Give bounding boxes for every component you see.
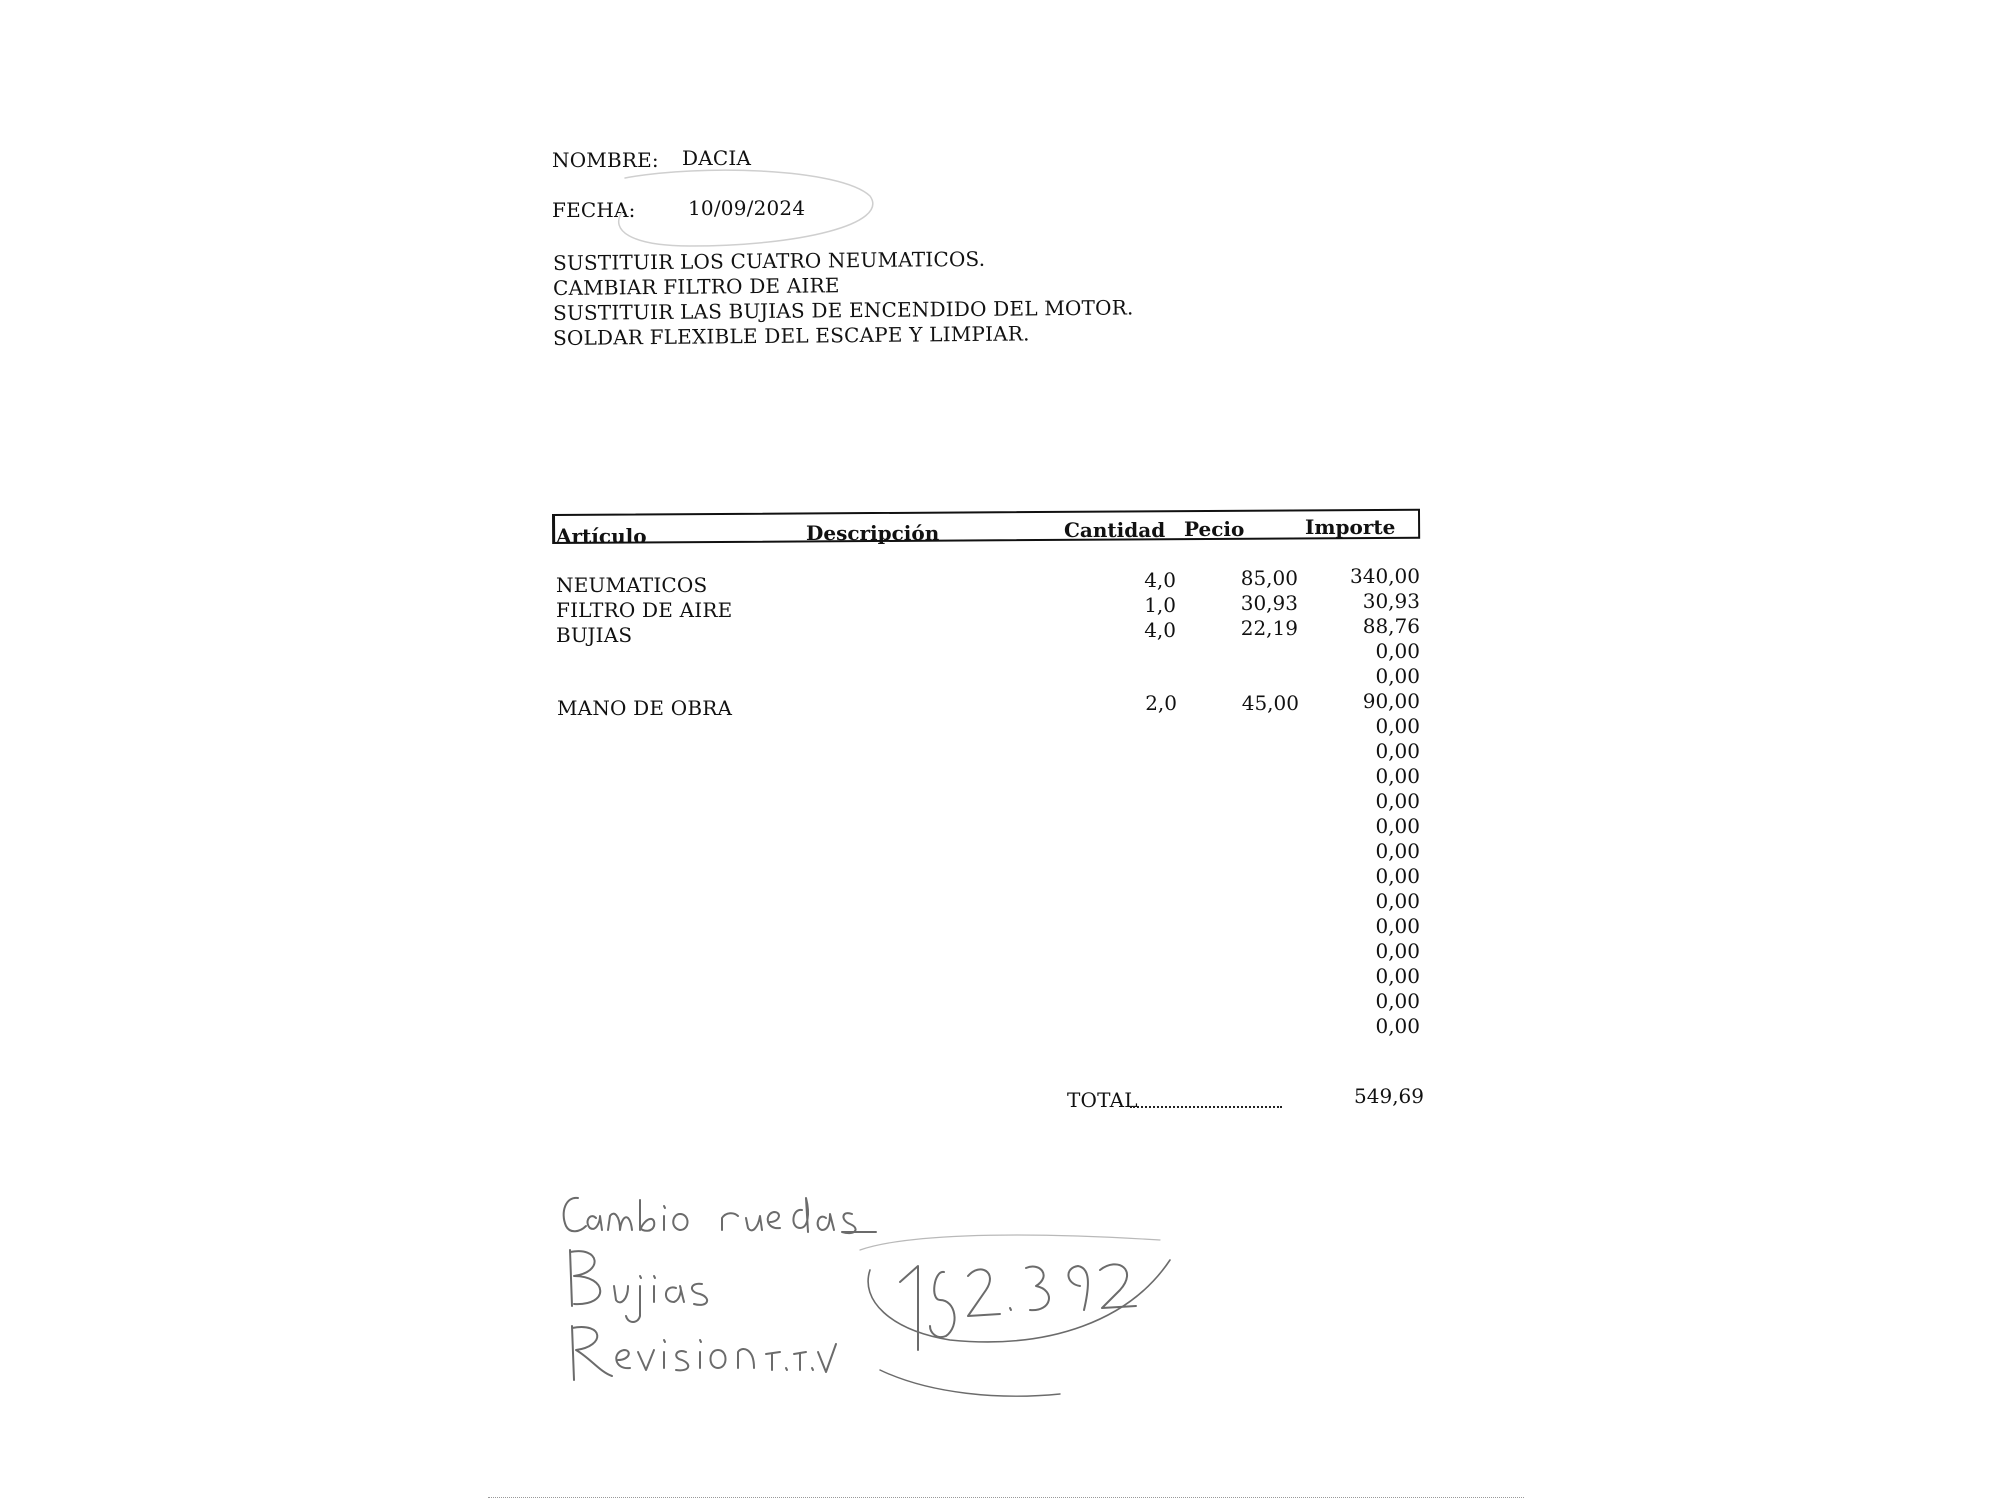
row-importe: 0,00	[1375, 814, 1420, 838]
row-precio: 45,00	[1241, 691, 1299, 715]
row-importe: 88,76	[1362, 614, 1420, 638]
row-importe: 30,93	[1362, 589, 1420, 613]
nombre-value: DACIA	[682, 146, 752, 170]
work-line: CAMBIAR FILTRO DE AIRE	[552, 273, 840, 300]
row-importe: 0,00	[1375, 989, 1420, 1013]
nombre-label: NOMBRE:	[552, 148, 659, 172]
fecha-label: FECHA:	[552, 198, 636, 222]
row-articulo: NEUMATICOS	[556, 573, 708, 597]
row-cantidad: 1,0	[1144, 593, 1176, 617]
page-edge-line	[488, 1497, 1524, 1498]
total-leader-dots	[1130, 1088, 1282, 1108]
work-line: SOLDAR FLEXIBLE DEL ESCAPE Y LIMPIAR.	[552, 321, 1030, 350]
row-importe: 0,00	[1375, 639, 1420, 663]
column-header-descripcion: Descripción	[806, 521, 940, 545]
column-header-precio: Pecio	[1184, 517, 1245, 541]
row-precio: 85,00	[1240, 566, 1298, 590]
row-articulo: BUJIAS	[556, 623, 633, 647]
row-importe: 340,00	[1350, 564, 1420, 588]
row-precio: 30,93	[1240, 591, 1298, 615]
row-importe: 90,00	[1362, 689, 1420, 713]
column-header-articulo: Artículo	[556, 524, 647, 548]
row-importe: 0,00	[1375, 939, 1420, 963]
row-importe: 0,00	[1375, 764, 1420, 788]
row-articulo: FILTRO DE AIRE	[556, 598, 733, 622]
row-importe: 0,00	[1375, 1014, 1420, 1038]
row-importe: 0,00	[1375, 714, 1420, 738]
total-label: TOTAL	[1067, 1088, 1138, 1112]
row-importe: 0,00	[1375, 789, 1420, 813]
row-articulo: MANO DE OBRA	[557, 696, 733, 720]
work-line: SUSTITUIR LOS CUATRO NEUMATICOS.	[552, 246, 986, 275]
work-line: SUSTITUIR LAS BUJIAS DE ENCENDIDO DEL MOTOR.	[552, 295, 1134, 325]
row-cantidad: 4,0	[1144, 568, 1176, 592]
row-cantidad: 4,0	[1144, 618, 1176, 642]
total-value: 549,69	[1354, 1084, 1424, 1108]
row-importe: 0,00	[1375, 964, 1420, 988]
row-importe: 0,00	[1375, 889, 1420, 913]
row-precio: 22,19	[1240, 616, 1298, 640]
fecha-value: 10/09/2024	[688, 196, 806, 220]
row-importe: 0,00	[1375, 864, 1420, 888]
row-importe: 0,00	[1375, 739, 1420, 763]
column-header-importe: Importe	[1305, 515, 1396, 539]
row-importe: 0,00	[1375, 914, 1420, 938]
column-header-cantidad: Cantidad	[1064, 518, 1166, 542]
row-importe: 0,00	[1375, 664, 1420, 688]
row-importe: 0,00	[1375, 839, 1420, 863]
table-header-box	[552, 509, 1420, 544]
row-cantidad: 2,0	[1145, 691, 1177, 715]
